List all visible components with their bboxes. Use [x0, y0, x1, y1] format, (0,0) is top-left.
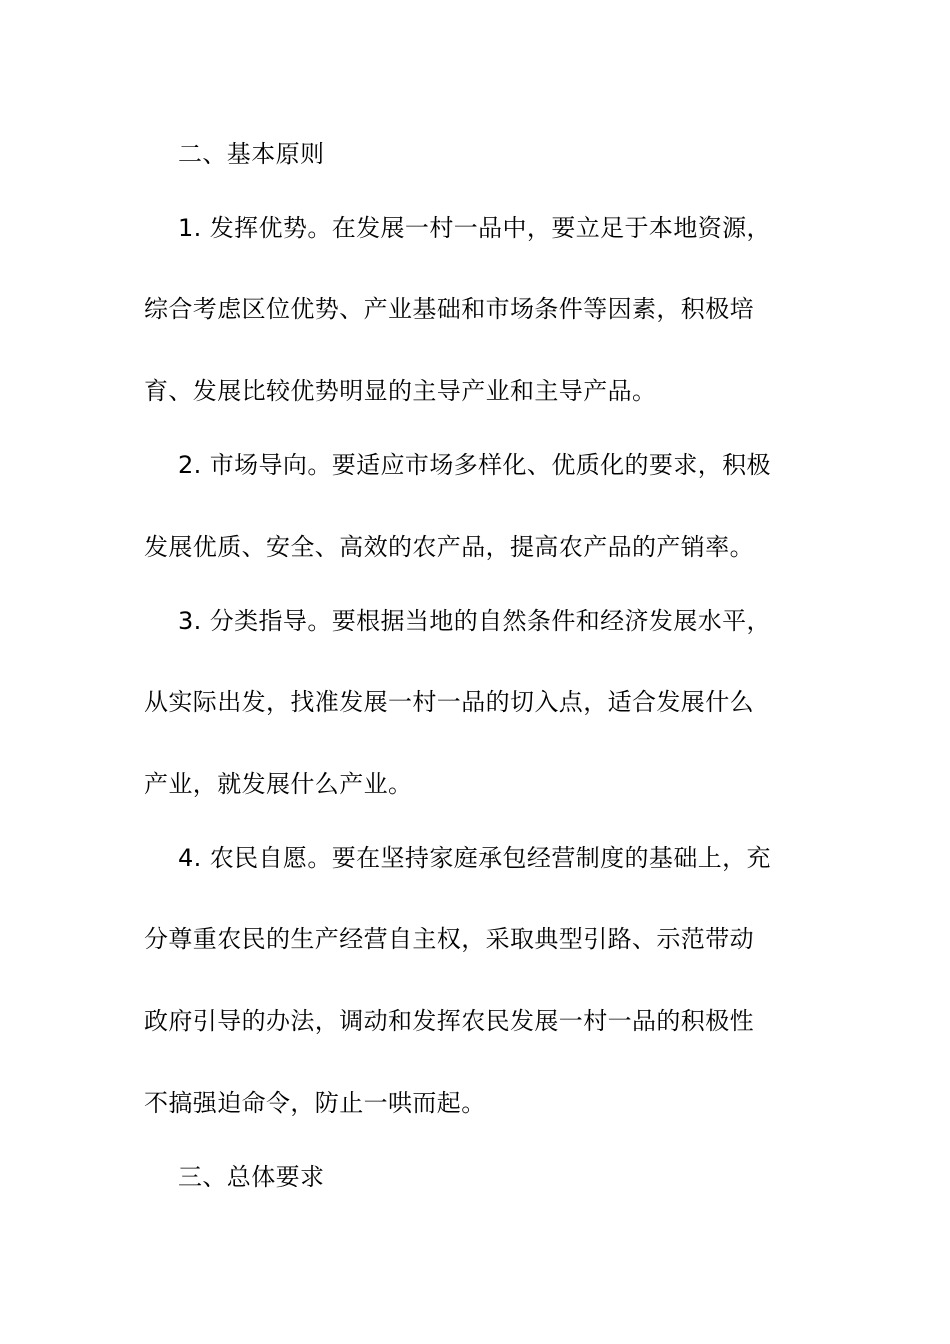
- paragraph-4-line-3: 政府引导的办法，调动和发挥农民发展一村一品的积极性: [144, 1007, 754, 1035]
- paragraph-3-line-1: 3. 分类指导。要根据当地的自然条件和经济发展水平，: [178, 607, 771, 635]
- paragraph-1-line-1: 1. 发挥优势。在发展一村一品中，要立足于本地资源，: [178, 214, 771, 242]
- paragraph-3-line-3: 产业，就发展什么产业。: [144, 770, 413, 798]
- section-heading-overall-requirements: 三、总体要求: [178, 1163, 325, 1191]
- paragraph-4-line-4: 不搞强迫命令，防止一哄而起。: [144, 1089, 486, 1117]
- paragraph-4-line-2: 分尊重农民的生产经营自主权，采取典型引路、示范带动: [144, 925, 754, 953]
- paragraph-4-line-1: 4. 农民自愿。要在坚持家庭承包经营制度的基础上，充: [178, 844, 771, 872]
- paragraph-1-line-3: 育、发展比较优势明显的主导产业和主导产品。: [144, 377, 657, 405]
- paragraph-1-line-2: 综合考虑区位优势、产业基础和市场条件等因素，积极培: [144, 295, 754, 323]
- paragraph-2-line-1: 2. 市场导向。要适应市场多样化、优质化的要求，积极: [178, 451, 771, 479]
- paragraph-3-line-2: 从实际出发，找准发展一村一品的切入点，适合发展什么: [144, 688, 754, 716]
- paragraph-2-line-2: 发展优质、安全、高效的农产品，提高农产品的产销率。: [144, 533, 754, 561]
- section-heading-basic-principles: 二、基本原则: [178, 140, 325, 168]
